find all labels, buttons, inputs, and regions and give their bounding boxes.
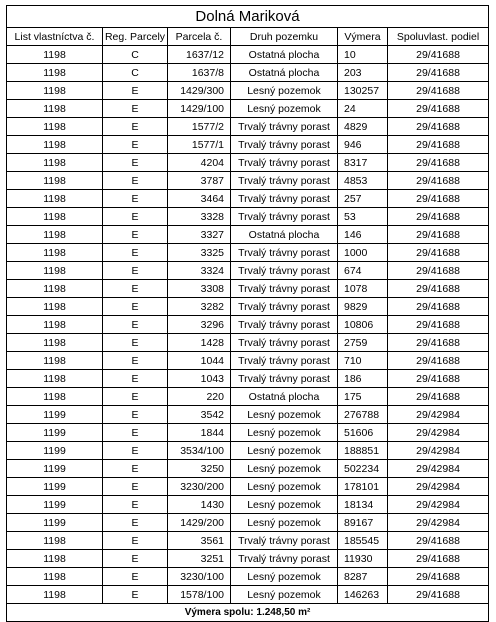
table-row xyxy=(7,136,489,154)
cell-reg: C xyxy=(103,46,168,64)
cell-parcela: 1637/8 xyxy=(168,64,231,82)
table-row xyxy=(7,370,489,388)
column-header-vymera: Výmera xyxy=(338,28,388,46)
cell-parcela: 1637/12 xyxy=(168,46,231,64)
cell-reg: E xyxy=(103,316,168,334)
cell-podiel: 29/41688 xyxy=(388,352,489,370)
cell-druh: Trvalý trávny porast xyxy=(231,316,338,334)
cell-reg: E xyxy=(103,244,168,262)
cell-podiel: 29/41688 xyxy=(388,262,489,280)
cell-parcela: 3787 xyxy=(168,172,231,190)
cell-reg: E xyxy=(103,136,168,154)
table-row xyxy=(7,496,489,514)
cell-parcela: 1577/1 xyxy=(168,136,231,154)
cell-vymera: 8317 xyxy=(338,154,388,172)
cell-parcela: 3328 xyxy=(168,208,231,226)
cell-list: 1199 xyxy=(7,406,103,424)
cell-podiel: 29/41688 xyxy=(388,118,489,136)
cell-podiel: 29/41688 xyxy=(388,316,489,334)
cell-druh: Lesný pozemok xyxy=(231,586,338,604)
table-row xyxy=(7,154,489,172)
cell-parcela: 3542 xyxy=(168,406,231,424)
cell-podiel: 29/41688 xyxy=(388,64,489,82)
cell-parcela: 1429/200 xyxy=(168,514,231,532)
column-header-druh: Druh pozemku xyxy=(231,28,338,46)
cell-vymera: 946 xyxy=(338,136,388,154)
cell-list: 1198 xyxy=(7,190,103,208)
cell-list: 1198 xyxy=(7,100,103,118)
cell-list: 1198 xyxy=(7,118,103,136)
table-row xyxy=(7,82,489,100)
cell-druh: Lesný pozemok xyxy=(231,514,338,532)
cell-parcela: 3230/100 xyxy=(168,568,231,586)
cell-druh: Trvalý trávny porast xyxy=(231,172,338,190)
table-row xyxy=(7,226,489,244)
cell-list: 1198 xyxy=(7,244,103,262)
cell-reg: E xyxy=(103,352,168,370)
cell-parcela: 1577/2 xyxy=(168,118,231,136)
cell-druh: Ostatná plocha xyxy=(231,64,338,82)
cell-vymera: 203 xyxy=(338,64,388,82)
cell-vymera: 710 xyxy=(338,352,388,370)
cell-reg: C xyxy=(103,64,168,82)
table-row xyxy=(7,172,489,190)
cell-druh: Trvalý trávny porast xyxy=(231,352,338,370)
cell-druh: Trvalý trávny porast xyxy=(231,298,338,316)
cell-druh: Trvalý trávny porast xyxy=(231,262,338,280)
cell-reg: E xyxy=(103,496,168,514)
cell-podiel: 29/41688 xyxy=(388,550,489,568)
table-row xyxy=(7,514,489,532)
cell-vymera: 1078 xyxy=(338,280,388,298)
cell-parcela: 3251 xyxy=(168,550,231,568)
cell-reg: E xyxy=(103,370,168,388)
cell-druh: Lesný pozemok xyxy=(231,424,338,442)
cell-parcela: 3282 xyxy=(168,298,231,316)
cell-druh: Trvalý trávny porast xyxy=(231,532,338,550)
cell-podiel: 29/41688 xyxy=(388,370,489,388)
cell-vymera: 146263 xyxy=(338,586,388,604)
cell-reg: E xyxy=(103,154,168,172)
cell-list: 1199 xyxy=(7,424,103,442)
cell-list: 1198 xyxy=(7,154,103,172)
header-row xyxy=(7,28,489,46)
cell-podiel: 29/41688 xyxy=(388,388,489,406)
table-row xyxy=(7,280,489,298)
cell-reg: E xyxy=(103,262,168,280)
cell-parcela: 1429/300 xyxy=(168,82,231,100)
cell-druh: Trvalý trávny porast xyxy=(231,550,338,568)
cell-druh: Lesný pozemok xyxy=(231,568,338,586)
cell-parcela: 1043 xyxy=(168,370,231,388)
cell-vymera: 53 xyxy=(338,208,388,226)
cell-druh: Ostatná plocha xyxy=(231,226,338,244)
cell-parcela: 3325 xyxy=(168,244,231,262)
cell-vymera: 4853 xyxy=(338,172,388,190)
cell-podiel: 29/41688 xyxy=(388,298,489,316)
cell-reg: E xyxy=(103,424,168,442)
cell-list: 1198 xyxy=(7,172,103,190)
table-row xyxy=(7,118,489,136)
cell-list: 1198 xyxy=(7,64,103,82)
cell-podiel: 29/41688 xyxy=(388,46,489,64)
cell-vymera: 8287 xyxy=(338,568,388,586)
cell-reg: E xyxy=(103,208,168,226)
cell-podiel: 29/41688 xyxy=(388,190,489,208)
cell-list: 1199 xyxy=(7,496,103,514)
table-row xyxy=(7,478,489,496)
column-header-list: List vlastníctva č. xyxy=(7,28,103,46)
cell-vymera: 185545 xyxy=(338,532,388,550)
cell-list: 1198 xyxy=(7,46,103,64)
cell-parcela: 1044 xyxy=(168,352,231,370)
cell-podiel: 29/42984 xyxy=(388,424,489,442)
table-row xyxy=(7,316,489,334)
table-row xyxy=(7,568,489,586)
cell-podiel: 29/42984 xyxy=(388,442,489,460)
table-row xyxy=(7,100,489,118)
column-header-parcela: Parcela č. xyxy=(168,28,231,46)
cell-list: 1199 xyxy=(7,442,103,460)
cell-parcela: 3250 xyxy=(168,460,231,478)
cell-reg: E xyxy=(103,82,168,100)
cell-parcela: 1429/100 xyxy=(168,100,231,118)
cell-parcela: 3327 xyxy=(168,226,231,244)
cell-list: 1198 xyxy=(7,136,103,154)
cell-list: 1198 xyxy=(7,316,103,334)
cell-druh: Lesný pozemok xyxy=(231,82,338,100)
column-header-podiel: Spoluvlast. podiel xyxy=(388,28,489,46)
cell-druh: Trvalý trávny porast xyxy=(231,208,338,226)
cell-reg: E xyxy=(103,172,168,190)
cell-druh: Ostatná plocha xyxy=(231,46,338,64)
cell-parcela: 1578/100 xyxy=(168,586,231,604)
cell-parcela: 3464 xyxy=(168,190,231,208)
cell-vymera: 11930 xyxy=(338,550,388,568)
cell-druh: Lesný pozemok xyxy=(231,100,338,118)
cell-vymera: 51606 xyxy=(338,424,388,442)
cell-podiel: 29/42984 xyxy=(388,514,489,532)
cell-list: 1198 xyxy=(7,370,103,388)
cell-vymera: 146 xyxy=(338,226,388,244)
cell-vymera: 674 xyxy=(338,262,388,280)
cell-podiel: 29/42984 xyxy=(388,406,489,424)
cell-podiel: 29/41688 xyxy=(388,208,489,226)
cell-druh: Trvalý trávny porast xyxy=(231,280,338,298)
cell-list: 1198 xyxy=(7,334,103,352)
cell-podiel: 29/41688 xyxy=(388,568,489,586)
cell-vymera: 89167 xyxy=(338,514,388,532)
table-row xyxy=(7,586,489,604)
cell-parcela: 3324 xyxy=(168,262,231,280)
cell-parcela: 1428 xyxy=(168,334,231,352)
cell-podiel: 29/41688 xyxy=(388,334,489,352)
cell-podiel: 29/41688 xyxy=(388,532,489,550)
cell-vymera: 175 xyxy=(338,388,388,406)
cell-podiel: 29/41688 xyxy=(388,82,489,100)
cell-druh: Lesný pozemok xyxy=(231,406,338,424)
table-row xyxy=(7,406,489,424)
cell-druh: Ostatná plocha xyxy=(231,388,338,406)
table-row xyxy=(7,424,489,442)
cell-podiel: 29/41688 xyxy=(388,226,489,244)
cell-reg: E xyxy=(103,280,168,298)
table-row xyxy=(7,190,489,208)
cell-list: 1198 xyxy=(7,586,103,604)
cell-parcela: 1430 xyxy=(168,496,231,514)
cell-reg: E xyxy=(103,388,168,406)
cell-vymera: 18134 xyxy=(338,496,388,514)
table-row xyxy=(7,352,489,370)
cell-druh: Lesný pozemok xyxy=(231,478,338,496)
cell-list: 1198 xyxy=(7,352,103,370)
parcel-table xyxy=(6,5,489,622)
cell-podiel: 29/41688 xyxy=(388,244,489,262)
table-row xyxy=(7,460,489,478)
cell-druh: Lesný pozemok xyxy=(231,460,338,478)
cell-parcela: 3561 xyxy=(168,532,231,550)
parcel-sheet xyxy=(6,5,488,622)
cell-list: 1198 xyxy=(7,298,103,316)
cell-druh: Lesný pozemok xyxy=(231,496,338,514)
cell-druh: Trvalý trávny porast xyxy=(231,370,338,388)
cell-vymera: 9829 xyxy=(338,298,388,316)
total-area: Výmera spolu: 1.248,50 m² xyxy=(7,604,489,622)
cell-reg: E xyxy=(103,586,168,604)
cell-reg: E xyxy=(103,118,168,136)
cell-druh: Trvalý trávny porast xyxy=(231,244,338,262)
cell-vymera: 1000 xyxy=(338,244,388,262)
cell-vymera: 10806 xyxy=(338,316,388,334)
cell-vymera: 502234 xyxy=(338,460,388,478)
cell-list: 1198 xyxy=(7,208,103,226)
cell-reg: E xyxy=(103,532,168,550)
cell-podiel: 29/41688 xyxy=(388,136,489,154)
cell-reg: E xyxy=(103,478,168,496)
cell-reg: E xyxy=(103,100,168,118)
cell-reg: E xyxy=(103,514,168,532)
cell-podiel: 29/42984 xyxy=(388,496,489,514)
cell-vymera: 188851 xyxy=(338,442,388,460)
cell-podiel: 29/42984 xyxy=(388,460,489,478)
cell-druh: Trvalý trávny porast xyxy=(231,136,338,154)
cell-parcela: 3296 xyxy=(168,316,231,334)
cell-podiel: 29/41688 xyxy=(388,172,489,190)
cell-vymera: 178101 xyxy=(338,478,388,496)
cell-podiel: 29/41688 xyxy=(388,100,489,118)
cell-podiel: 29/41688 xyxy=(388,154,489,172)
cell-list: 1198 xyxy=(7,280,103,298)
cell-reg: E xyxy=(103,550,168,568)
cell-vymera: 10 xyxy=(338,46,388,64)
cell-druh: Trvalý trávny porast xyxy=(231,118,338,136)
cell-podiel: 29/41688 xyxy=(388,280,489,298)
cell-druh: Trvalý trávny porast xyxy=(231,190,338,208)
table-row xyxy=(7,442,489,460)
column-header-reg: Reg. Parcely xyxy=(103,28,168,46)
cell-parcela: 1844 xyxy=(168,424,231,442)
cell-parcela: 3230/200 xyxy=(168,478,231,496)
cell-parcela: 4204 xyxy=(168,154,231,172)
table-row xyxy=(7,208,489,226)
cell-reg: E xyxy=(103,568,168,586)
cell-vymera: 2759 xyxy=(338,334,388,352)
cell-druh: Lesný pozemok xyxy=(231,442,338,460)
cell-list: 1198 xyxy=(7,82,103,100)
cell-vymera: 186 xyxy=(338,370,388,388)
table-row xyxy=(7,550,489,568)
cell-druh: Trvalý trávny porast xyxy=(231,334,338,352)
cell-list: 1198 xyxy=(7,388,103,406)
table-row xyxy=(7,64,489,82)
cell-list: 1199 xyxy=(7,514,103,532)
cell-podiel: 29/42984 xyxy=(388,478,489,496)
cell-parcela: 3534/100 xyxy=(168,442,231,460)
cell-parcela: 3308 xyxy=(168,280,231,298)
cell-list: 1198 xyxy=(7,262,103,280)
cell-list: 1199 xyxy=(7,460,103,478)
table-row xyxy=(7,46,489,64)
table-row xyxy=(7,298,489,316)
cell-reg: E xyxy=(103,190,168,208)
page-title: Dolná Mariková xyxy=(7,6,489,28)
cell-list: 1198 xyxy=(7,568,103,586)
cell-vymera: 24 xyxy=(338,100,388,118)
table-row xyxy=(7,388,489,406)
cell-reg: E xyxy=(103,406,168,424)
cell-list: 1199 xyxy=(7,478,103,496)
cell-list: 1198 xyxy=(7,532,103,550)
cell-vymera: 257 xyxy=(338,190,388,208)
cell-vymera: 4829 xyxy=(338,118,388,136)
cell-vymera: 276788 xyxy=(338,406,388,424)
cell-podiel: 29/41688 xyxy=(388,586,489,604)
cell-reg: E xyxy=(103,298,168,316)
cell-parcela: 220 xyxy=(168,388,231,406)
table-row xyxy=(7,262,489,280)
cell-druh: Trvalý trávny porast xyxy=(231,154,338,172)
cell-vymera: 130257 xyxy=(338,82,388,100)
table-row xyxy=(7,244,489,262)
cell-list: 1198 xyxy=(7,550,103,568)
cell-reg: E xyxy=(103,460,168,478)
cell-list: 1198 xyxy=(7,226,103,244)
cell-reg: E xyxy=(103,226,168,244)
table-row xyxy=(7,334,489,352)
table-row xyxy=(7,532,489,550)
cell-reg: E xyxy=(103,442,168,460)
cell-reg: E xyxy=(103,334,168,352)
